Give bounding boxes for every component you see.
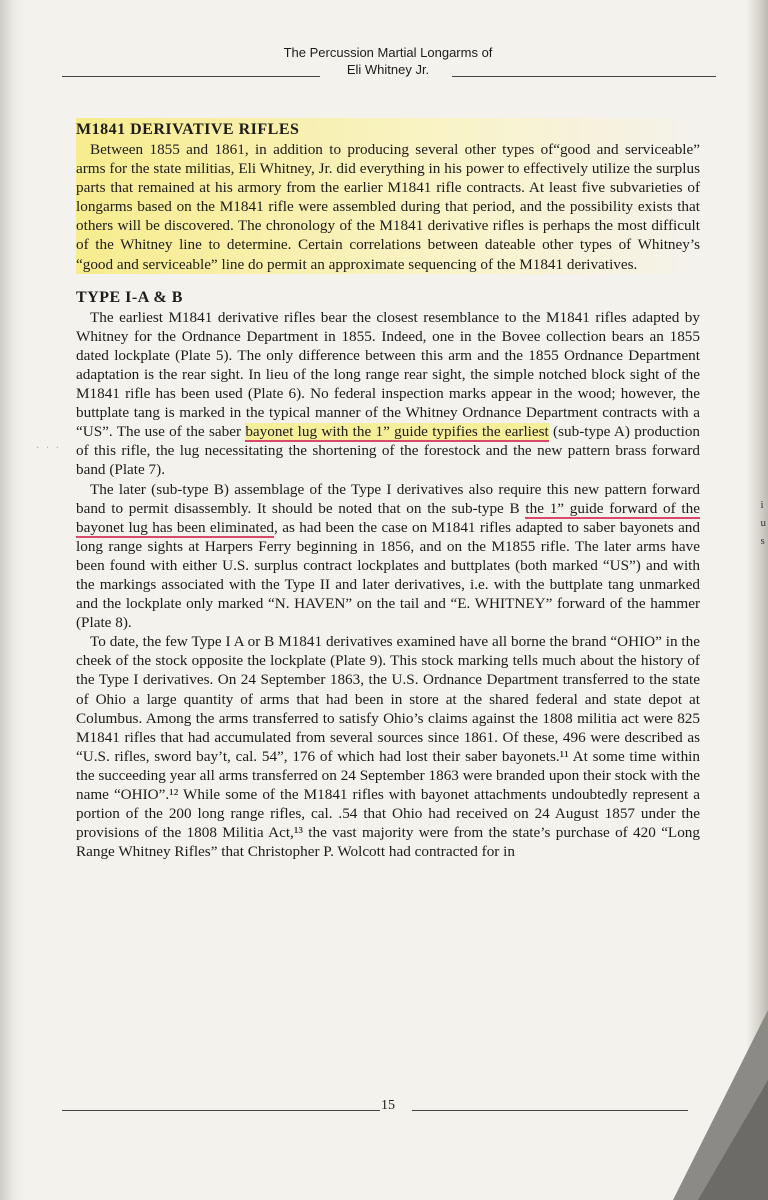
footer-rule-right — [412, 1110, 688, 1111]
header-rule-right — [452, 76, 716, 77]
underlined-text: the 1” guide forward of the bayonet lug has been eliminated — [76, 499, 700, 536]
page-number: 15 — [381, 1098, 395, 1113]
body-text — [76, 118, 700, 861]
header-line-2: Eli Whitney Jr. — [346, 62, 430, 77]
paragraph: To date, the few Type I A or B M1841 derivatives examined have all borne the brand “OHIO” in the cheek of the stock opposite the lockplate (Plate 9). This stock marking tells much about the history of the Type I derivatives. On 24 September 1863, the U.S. Ordnance Department transferred to the state of Ohio a large quantity of arms that had been in store at the shared federal and state depot at Columbus. Among the arms transferred to satisfy Ohio’s claims against the 1808 militia act were 825 M1841 rifles that had accumulated from several sources since 1861. Of these, 496 were described as “U.S. rifles, sword bay’t, cal. 54”, 176 of which had lost their saber bayonets.¹¹ At some time within the succeeding year all arms transferred on 24 September 1863 were branded upon their stock with the name “OHIO”.¹² While some of the M1841 rifles with bayonet attachments undoubtedly represent a portion of the 200 long range rifles, cal. .54 that Ohio had received on 24 August 1857 under the provisions of the 1808 Militia Act,¹³ the vast majority were from the state’s purchase of 420 “Long Range Whitney Rifles” that Christopher P. Wolcott had contracted for in — [76, 633, 700, 861]
text-run: (sub-type A) production of this rifle, the lug necessitating the shortening of the forestock and the new pattern brass forward band (Plate 7). — [76, 423, 701, 479]
header-rule-left — [62, 76, 320, 77]
highlighted-text: bayonet lug with the 1” guide typifies the earliest — [245, 423, 549, 441]
binding-shadow — [0, 0, 24, 1200]
section-title-m1841: M1841 DERIVATIVE RIFLES — [76, 121, 300, 138]
text-run: The earliest M1841 derivative rifles bear the closest resemblance to the M1841 rifles adapted by Whitney for the Ordnance Department in 1855. Indeed, one in the Bovee collection bears an 1855 dated lockplate (Plate 5). The only difference between this arm and the 1855 Ordnance Department adaptation is the rear sight. In lieu of the long range rear sight, the simple notched block sight of the M1841 rifle has been used (Plate 6). No federal inspection marks appear in the wood; however, the buttplate tang is marked in the typical manner of the Whitney Ordnance Department contracts with a “US”. The use of the saber — [76, 308, 700, 441]
paragraph: Between 1855 and 1861, in addition to producing several other types of“good and serviceable” arms for the state militias, Eli Whitney, Jr. did everything in his power to effectively utilize the surplus parts that remained at his armory from the earlier M1841 rifle contracts. At least five subvarieties of longarms based on the M1841 rifle were assembled during that period, and the possibility exists that others will be discovered. The chronology of the M1841 derivative rifles is perhaps the most difficult of the Whitney line to determine. Certain correlations between dateable other types of Whitney’s “good and serviceable” line do permit an approximate sequencing of the M1841 derivatives. — [76, 141, 700, 273]
bleed-through-marks: i u s — [760, 499, 766, 547]
paragraph — [76, 480, 700, 633]
section-m1841 — [76, 118, 700, 274]
running-header — [60, 44, 716, 78]
text-run: , as had been the case on M1841 rifles adapted to saber bayonets and long range sights at Harpers Ferry beginning in 1856, and on the M1855 rifle. The later arms have been found with either U.S. surplus contract lockplates and buttplates (both marked “US”) and with the markings associated with the Type II and later derivatives, i.e. with the buttplate tang unmarked and the lockplate only marked “N. HAVEN” on the tail and “E. WHITNEY” forward of the hammer (Plate 8). — [76, 518, 700, 632]
margin-marks: · · · — [36, 443, 61, 454]
paragraph — [76, 308, 700, 480]
header-line-1: The Percussion Martial Longarms of — [283, 45, 493, 60]
text-run: The later (sub-type B) assemblage of the Type I derivatives also require this new pattern forward band to permit disassembly. It should be noted that on the sub-type B — [76, 480, 700, 517]
section-title-type-i: TYPE I-A & B — [76, 288, 183, 306]
